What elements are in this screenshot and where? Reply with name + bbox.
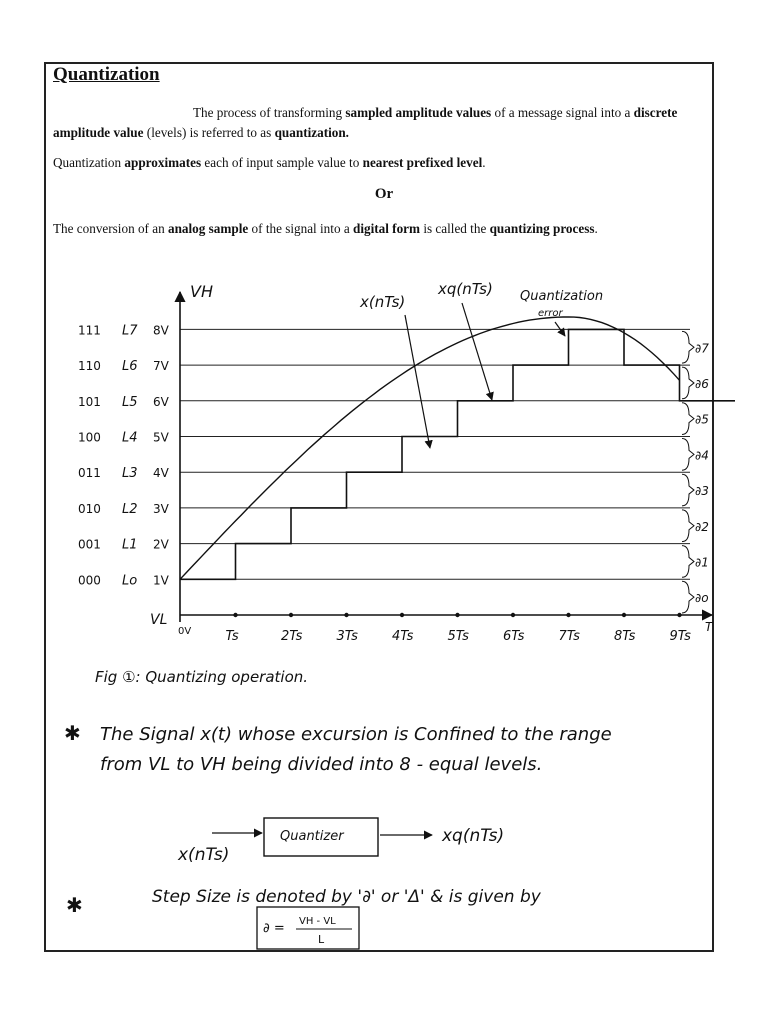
step-brace — [682, 439, 694, 471]
step-label: ∂1 — [695, 555, 709, 570]
tick-label: 5Ts — [447, 629, 469, 644]
level-code: 100 — [78, 430, 101, 445]
text: of a message signal into a — [491, 105, 634, 120]
level-code: 101 — [78, 394, 101, 409]
level-name: L2 — [122, 501, 138, 517]
y-axis-label: VH — [190, 282, 213, 301]
text: (levels) is referred to as — [143, 125, 275, 140]
tick-dot — [233, 613, 237, 617]
level-name: L7 — [122, 323, 138, 339]
text: . — [482, 155, 486, 170]
quantizer-block-label: Quantizer — [280, 829, 344, 844]
step-label: ∂o — [695, 591, 709, 606]
level-code: 001 — [78, 537, 101, 552]
note-1-line-1: The Signal x(t) whose excursion is Confined to the range — [100, 724, 612, 745]
tick-dot — [455, 613, 459, 617]
tick-label: 3Ts — [336, 629, 358, 644]
block-input-label: x(nTs) — [178, 845, 230, 865]
step-brace — [682, 510, 694, 542]
bullet-2: ✱ — [66, 893, 83, 917]
level-voltage: 1V — [153, 573, 169, 588]
tick-dot — [289, 613, 293, 617]
tick-label: 6Ts — [503, 629, 525, 644]
error-annotation: Quantization — [520, 289, 604, 304]
error-annotation-line2: error — [538, 308, 563, 319]
level-name: L4 — [122, 430, 138, 446]
axes — [180, 292, 712, 622]
block-output-label: xq(nTs) — [442, 826, 505, 846]
level-code: 000 — [78, 573, 101, 588]
step-label: ∂3 — [695, 484, 709, 499]
quantized-annotation: xq(nTs) — [438, 280, 493, 298]
figure-caption: Fig ①: Quantizing operation. — [95, 668, 309, 686]
step-brace — [682, 581, 694, 613]
emphasis: sampled amplitude values — [345, 105, 492, 120]
level-name: L1 — [122, 537, 138, 553]
y-axis-origin-label: VL — [150, 612, 168, 628]
emphasis: discrete amplitude value — [53, 105, 678, 140]
tick-dot — [677, 613, 681, 617]
text: The process of transforming — [193, 105, 346, 120]
tick-label: 9Ts — [669, 629, 691, 644]
level-voltage: 4V — [153, 466, 169, 481]
level-voltage: 8V — [153, 323, 169, 338]
step-brace — [682, 367, 694, 399]
tick-dot — [344, 613, 348, 617]
step-label: ∂7 — [695, 341, 709, 356]
note-2: Step Size is denoted by '∂' or 'Δ' & is given by — [152, 887, 541, 907]
step-brace — [682, 403, 694, 435]
level-name: Lo — [122, 573, 138, 589]
text: of the signal into a — [248, 221, 353, 236]
note-1-line-2: from VL to VH being divided into 8 - equal levels. — [100, 754, 543, 775]
analog-signal-curve — [180, 317, 680, 579]
text: . — [594, 221, 598, 236]
step-label: ∂4 — [695, 448, 709, 463]
level-voltage: 2V — [153, 537, 169, 552]
step-label: ∂5 — [695, 412, 709, 427]
emphasis: approximates — [124, 155, 202, 170]
level-code: 110 — [78, 359, 101, 374]
page-title: Quantization — [53, 64, 160, 85]
emphasis: digital form — [352, 221, 421, 236]
tick-label: 7Ts — [558, 629, 580, 644]
signal-annotation: x(nTs) — [360, 293, 406, 311]
tick-dot — [400, 613, 404, 617]
x-axis-end-label: T — [705, 620, 713, 634]
signal-arrow — [405, 315, 430, 448]
emphasis: nearest prefixed level — [362, 155, 483, 170]
level-voltage: 7V — [153, 359, 169, 374]
text: each of input sample value to — [201, 155, 363, 170]
tick-dot — [566, 613, 570, 617]
quantized-arrow — [462, 303, 492, 400]
text: is called the — [420, 221, 490, 236]
level-name: L5 — [122, 394, 138, 410]
formula-denominator: L — [318, 933, 325, 946]
text: The conversion of an — [53, 221, 168, 236]
level-voltage: 3V — [153, 501, 169, 516]
step-label: ∂2 — [695, 519, 709, 534]
tick-dot — [511, 613, 515, 617]
tick-label: 2Ts — [281, 629, 303, 644]
emphasis: quantization. — [274, 125, 349, 140]
or-separator: Or — [374, 186, 394, 202]
level-code: 010 — [78, 501, 101, 516]
step-brace — [682, 546, 694, 578]
emphasis: analog sample — [168, 221, 249, 236]
tick-label: 4Ts — [392, 629, 414, 644]
step-brace — [682, 331, 694, 363]
emphasis: quantizing process — [489, 221, 595, 236]
level-name: L6 — [122, 359, 138, 375]
level-lines — [180, 329, 690, 579]
x-ticks — [226, 613, 692, 644]
text: Quantization — [53, 155, 125, 170]
step-brace — [682, 474, 694, 506]
level-voltage: 6V — [153, 394, 169, 409]
level-code: 011 — [78, 466, 101, 481]
tick-label: 8Ts — [614, 629, 636, 644]
formula-lhs: ∂ = — [263, 921, 285, 936]
level-labels — [78, 323, 170, 588]
level-code: 111 — [78, 323, 101, 338]
level-name: L3 — [122, 466, 138, 482]
step-label: ∂6 — [695, 376, 709, 391]
quantized-staircase — [180, 329, 735, 579]
formula-numerator: VH - VL — [299, 916, 336, 927]
level-voltage: 5V — [153, 430, 169, 445]
bullet-1: ✱ — [64, 721, 81, 745]
tick-label: Ts — [225, 629, 239, 644]
origin-label: 0V — [178, 626, 192, 637]
tick-dot — [622, 613, 626, 617]
